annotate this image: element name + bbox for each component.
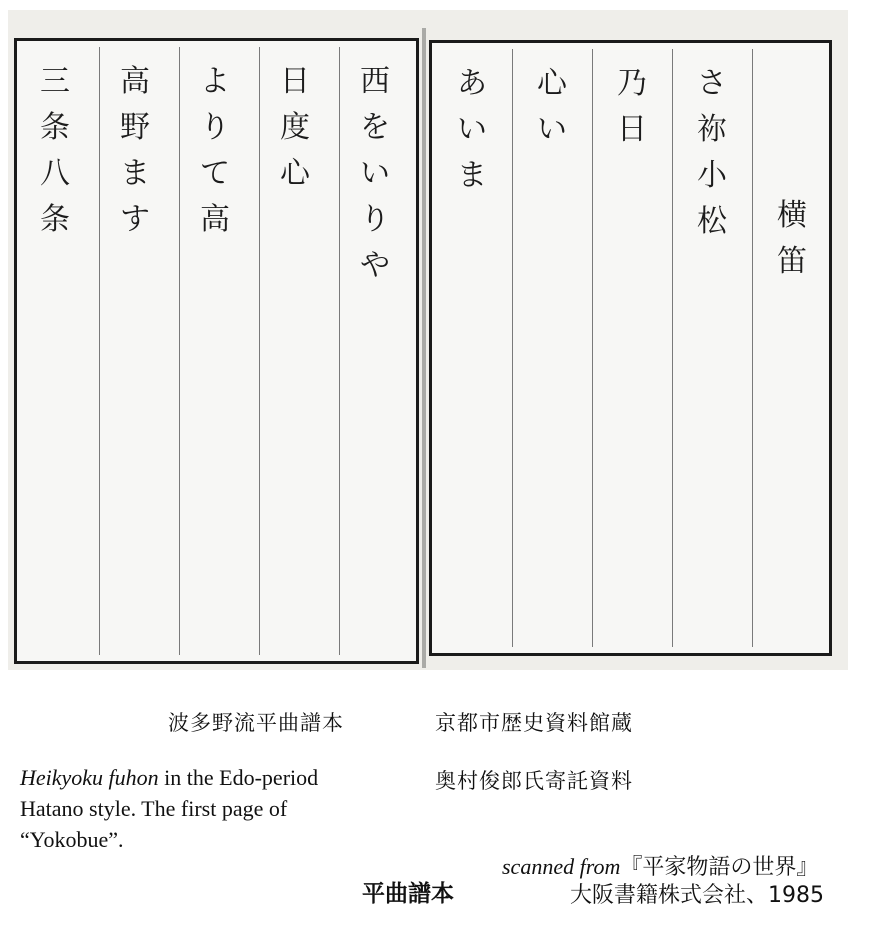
manuscript-column-title: 横 笛 [777, 198, 807, 279]
column-rule [592, 49, 593, 647]
manuscript-column-8: 乃 日 [617, 66, 647, 147]
source-publisher: 大阪書籍株式会社、1985 [570, 883, 824, 908]
source-line [502, 850, 818, 881]
manuscript-column-4: 日 度 心 [280, 64, 310, 191]
column-rule [339, 47, 340, 655]
caption-english-rest: in the Edo-period Hatano style. The first page of “Yokobue”. [20, 765, 319, 852]
manuscript-column-7: 心 い [537, 66, 567, 147]
manuscript-column-6: あ い ま [457, 66, 487, 193]
caption-english-italic: Heikyoku fuhon [20, 765, 159, 790]
column-rule [672, 49, 673, 647]
manuscript-column-9: さ 祢 小 松 [697, 66, 727, 239]
caption-english [20, 762, 350, 855]
column-rule [752, 49, 753, 647]
manuscript-column-2: 高 野 ま す [120, 64, 150, 237]
source-italic: scanned from [502, 854, 621, 879]
column-rule [512, 49, 513, 647]
column-rule [179, 47, 180, 655]
manuscript-scan [8, 10, 848, 670]
column-rule [99, 47, 100, 655]
book-gutter [422, 28, 426, 668]
figure-title: 平曲譜本 [362, 881, 454, 907]
caption-deposit-note: 奥村俊郎氏寄託資料 [435, 769, 633, 793]
manuscript-column-5: 西 を い り や [360, 64, 390, 283]
manuscript-column-3: よ り て 高 [200, 64, 230, 237]
manuscript-column-1: 三 条 八 条 [40, 64, 70, 237]
source-book: 『平家物語の世界』 [620, 854, 819, 879]
caption-manuscript-name: 波多野流平曲譜本 [168, 711, 344, 735]
manuscript-left-page [14, 38, 419, 664]
column-rule [259, 47, 260, 655]
manuscript-right-page [429, 40, 832, 656]
caption-archive-name: 京都市歴史資料館蔵 [435, 711, 633, 735]
